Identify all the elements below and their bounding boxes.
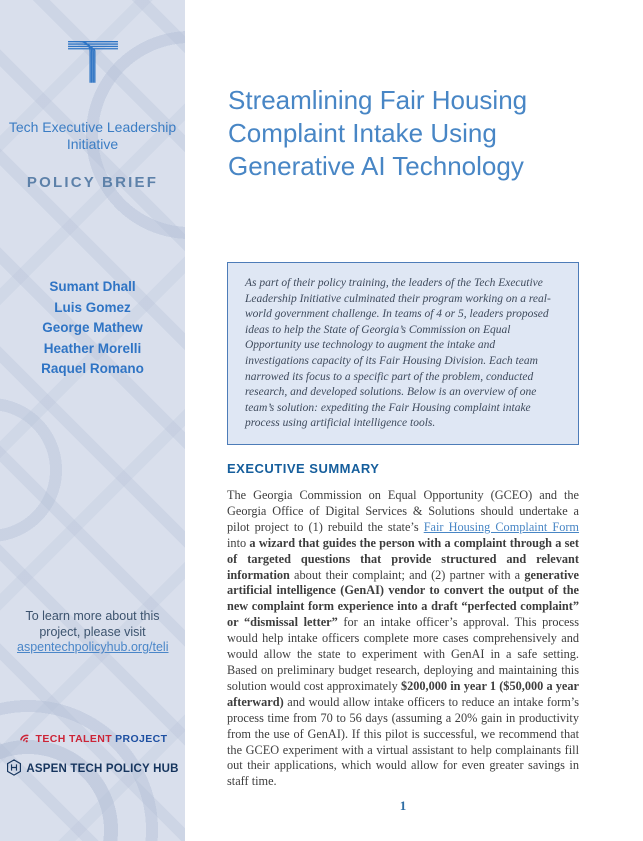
t-logo-icon: [67, 40, 119, 84]
body-segment: for an intake officer’s approval. This process would help intake officers complete more cases comprehensively and would allow the state to experiment with GenAI in a safe setting. Based on preliminary budget research, deploying and maintaining this solution would cost approximately: [227, 615, 579, 693]
page-number: 1: [399, 798, 407, 813]
fair-housing-complaint-form-link[interactable]: Fair Housing Complaint Form: [423, 519, 579, 534]
body-bold-segment: $200,000 in year 1 ($50,000 a year afterward): [227, 678, 579, 709]
learn-more: [17, 609, 168, 656]
project-label: PROJECT: [115, 733, 168, 745]
executive-summary-paragraph: [227, 488, 579, 790]
author-name: Luis Gomez: [54, 299, 131, 315]
hexagon-h-icon: [6, 759, 22, 776]
body-segment: The Georgia Commission on Equal Opportunity (GCEO) and the Georgia Office of Digital Services & Solutions should undertake a pilot project to (1) rebuild the state’s: [227, 488, 579, 534]
body-bold-segment: a wizard that guides the person with a complaint through a set of targeted questions that provide structured and relevant information: [227, 535, 579, 582]
aspen-label: ASPEN TECH POLICY HUB: [26, 763, 179, 775]
project-link[interactable]: aspentechpolicyhub.org/teli: [17, 640, 169, 654]
abstract-text: As part of their policy training, the leaders of the Tech Executive Leadership Initiative culminated their program working on a real-world government challenge. In teams of 4 or 5, leaders proposed ideas to help the State of Georgia’s Commission on Equal Opportunity use technology to augment the intake and investigations capacity of its Fair Housing Division. Each team narrowed its focus to a specific part of the problem, conducted research, and developed solutions. Below is an overview of one team’s solution: expediting the Fair Housing complaint intake process using artificial intelligence tools.: [245, 277, 551, 430]
body-bold-segment: generative artificial intelligence (GenAI) vendor to convert the output of the new complaint form experience into a draft “perfected complaint” or “dismissal letter”: [227, 567, 579, 630]
tech-talent-label: TECH TALENT: [35, 733, 113, 745]
abstract-box: [227, 262, 579, 445]
section-heading-executive-summary: EXECUTIVE SUMMARY: [227, 461, 380, 476]
author-list: [0, 277, 185, 380]
author-name: Heather Morelli: [43, 340, 142, 356]
tech-talent-project-logo: [0, 731, 185, 745]
wifi-icon: [18, 731, 33, 744]
author-name: Raquel Romano: [41, 361, 144, 376]
body-segment: about their complaint; and (2) partner with a: [289, 567, 525, 582]
aspen-tech-policy-hub-logo: [0, 759, 185, 776]
learn-more-text: To learn more about this project, please visit: [25, 609, 160, 639]
author-name: Sumant Dhall: [49, 279, 136, 294]
author-name: George Mathew: [42, 320, 143, 335]
document-title: Streamlining Fair Housing Complaint Intake Using Generative AI Technology: [228, 85, 528, 181]
teli-logo: [0, 40, 185, 89]
body-segment: and would allow intake officers to reduce an intake form’s process time from 70 to 56 days (assuming a 20% gain in productivity from the use of GenAI). If this pilot is successful, we recommend that the GCEO experiment with a virtual assistant to help complainants fill out their applications, which would allow for even greater savings in staff time.: [227, 694, 579, 789]
policy-brief-label: POLICY BRIEF: [26, 174, 159, 191]
sidebar: [0, 0, 185, 841]
org-name: Tech Executive Leadership Initiative: [8, 119, 177, 152]
body-segment: into: [227, 535, 250, 550]
